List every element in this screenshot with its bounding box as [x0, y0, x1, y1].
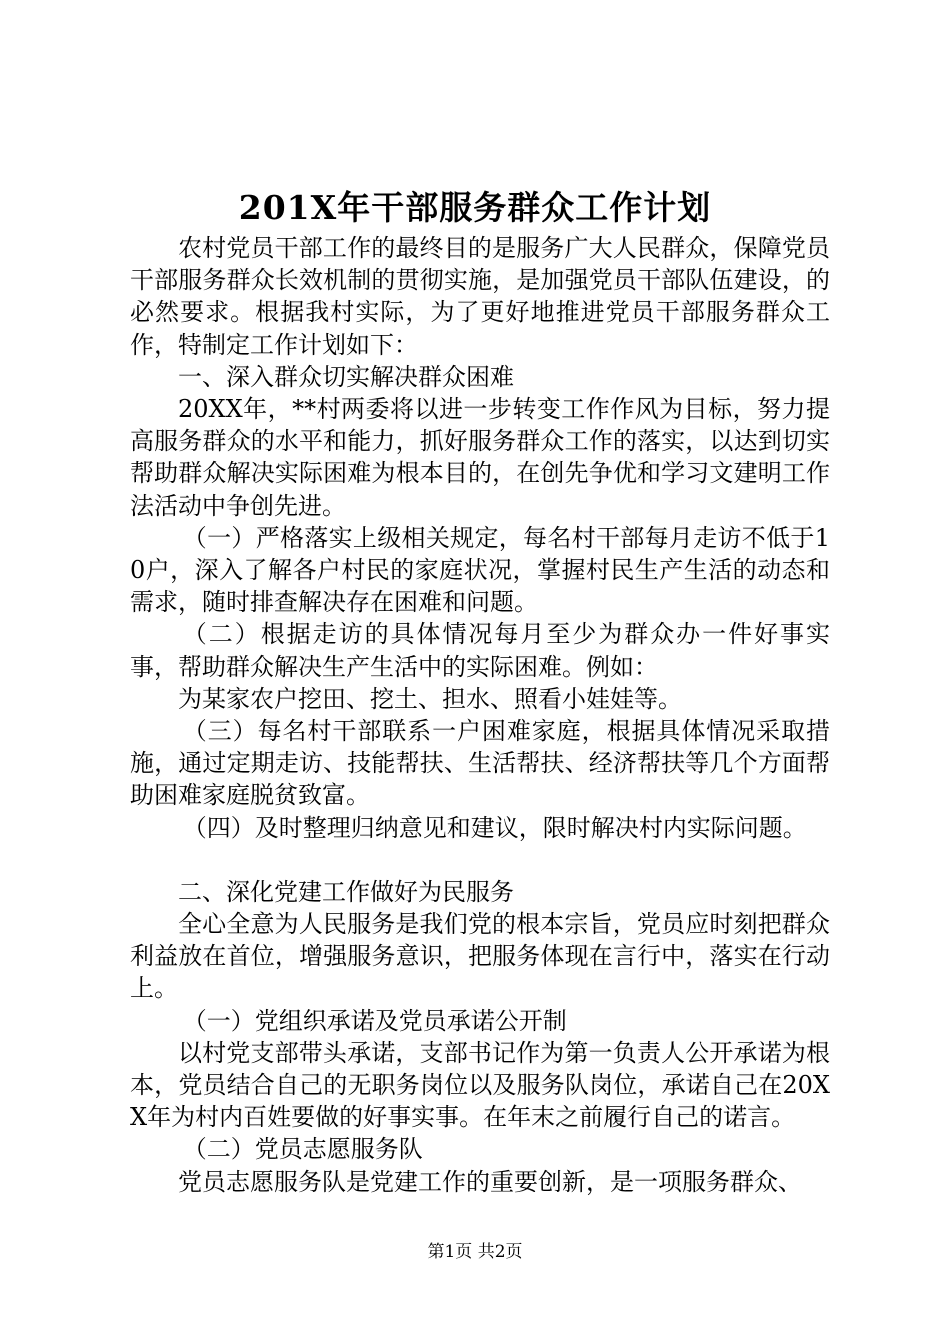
- page-footer: 第1页 共2页: [427, 1242, 523, 1262]
- paragraph-intro: 农村党员干部工作的最终目的是服务广大人民群众，保障党员干部服务群众长效机制的贯彻实施，是加强党员干部队伍建设，的必然要求。根据我村实际，为了更好地推进党员干部服务群众工作，特制定工作计划如下：: [130, 234, 830, 359]
- heading-section-2: 二、深化党建工作做好为民服务: [178, 877, 514, 906]
- heading-section-1: 一、深入群众切实解决群众困难: [178, 362, 514, 391]
- paragraph-item-1-4: （四）及时整理归纳意见和建议，限时解决村内实际问题。: [182, 813, 807, 842]
- document-title: 201X年干部服务群众工作计划: [238, 188, 712, 227]
- paragraph-item-1-1: （一）严格落实上级相关规定，每名村干部每月走访不低于10户，深入了解各户村民的家庭状况，掌握村民生产生活的动态和需求，随时排查解决存在困难和问题。: [130, 523, 830, 617]
- heading-item-2-2: （二）党员志愿服务队: [182, 1135, 423, 1164]
- paragraph-item-1-2: （二）根据走访的具体情况每月至少为群众办一件好事实事，帮助群众解决生产生活中的实际困难。例如：: [130, 620, 830, 681]
- paragraph-section-2-intro: 全心全意为人民服务是我们党的根本宗旨，党员应时刻把群众利益放在首位，增强服务意识，把服务体现在言行中，落实在行动上。: [130, 910, 830, 1003]
- paragraph-gap: [130, 844, 830, 876]
- paragraph-section-1-intro: 20XX年，**村两委将以进一步转变工作作风为目标，努力提高服务群众的水平和能力，抓好服务群众工作的落实，以达到切实帮助群众解决实际困难为根本目的，在创先争优和学习文建明工作法活动中争创先进。: [130, 395, 830, 520]
- paragraph-item-1-3: （三）每名村干部联系一户困难家庭，根据具体情况采取措施，通过定期走访、技能帮扶、生活帮扶、经济帮扶等几个方面帮助困难家庭脱贫致富。: [130, 717, 830, 810]
- heading-item-2-1: （一）党组织承诺及党员承诺公开制: [182, 1006, 567, 1035]
- paragraph-item-2-1: 以村党支部带头承诺，支部书记作为第一负责人公开承诺为根本，党员结合自己的无职务岗位以及服务队岗位，承诺自己在20XX年为村内百姓要做的好事实事。在年末之前履行自己的诺言。: [130, 1038, 830, 1132]
- paragraph-item-2-2: 党员志愿服务队是党建工作的重要创新，是一项服务群众、: [178, 1167, 802, 1196]
- document-body: [130, 232, 830, 1198]
- paragraph-example: 为某家农户挖田、挖土、担水、照看小娃娃等。: [178, 684, 682, 713]
